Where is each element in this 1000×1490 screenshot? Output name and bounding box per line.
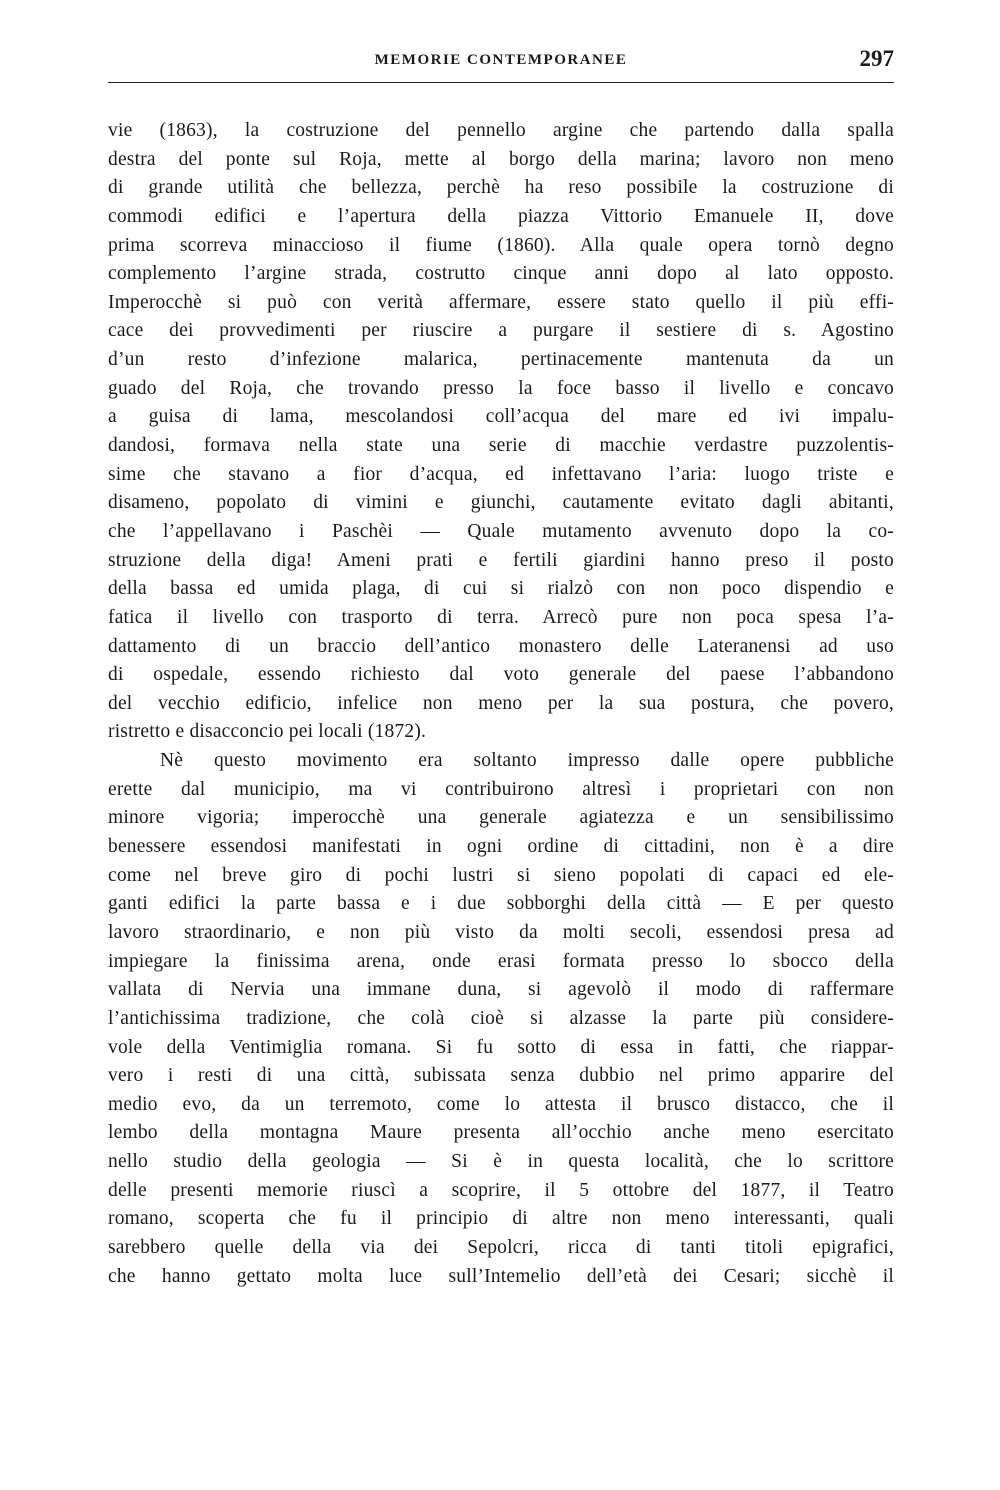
text-line: dandosi, formava nella state una serie di macchie verdastre puzzolentis- (108, 435, 894, 457)
book-page (108, 42, 894, 1291)
text-line: ganti edifici la parte bassa e i due sobborghi della città — E per questo (108, 893, 894, 915)
text-line: nello studio della geologia — Si è in questa località, che lo scrittore (108, 1151, 894, 1173)
running-head (108, 42, 894, 83)
text-line: minore vigoria; imperocchè una generale agiatezza e un sensibilissimo (108, 807, 894, 829)
text-line: Imperocchè si può con verità affermare, essere stato quello il più effi- (108, 291, 894, 313)
text-line: che hanno gettato molta luce sull’Intemelio dell’età dei Cesari; sicchè il (108, 1265, 894, 1287)
text-line: sarebbero quelle della via dei Sepolcri, ricca di tanti titoli epigrafici, (108, 1236, 894, 1258)
text-line: prima scorreva minaccioso il fiume (1860). Alla quale opera tornò degno (108, 234, 894, 256)
text-line: che l’appellavano i Paschèi — Quale mutamento avvenuto dopo la co- (108, 520, 894, 542)
text-line: a guisa di lama, mescolandosi coll’acqua del mare ed ivi impalu- (108, 406, 894, 428)
text-line: complemento l’argine strada, costrutto cinque anni dopo al lato opposto. (108, 263, 894, 285)
text-line: come nel breve giro di pochi lustri si sieno popolati di capaci ed ele- (108, 864, 894, 886)
text-line: erette dal municipio, ma vi contribuirono altresì i proprietari con non (108, 778, 894, 800)
text-line: destra del ponte sul Roja, mette al borgo della marina; lavoro non meno (108, 148, 894, 170)
text-line: Nè questo movimento era soltanto impresso dalle opere pubbliche (160, 750, 894, 772)
text-line: del vecchio edificio, infelice non meno per la sua postura, che povero, (108, 692, 894, 714)
text-line: l’antichissima tradizione, che colà cioè si alzasse la parte più considere- (108, 1007, 894, 1029)
text-line: benessere essendosi manifestati in ogni ordine di cittadini, non è a dire (108, 836, 894, 858)
running-title: MEMORIE CONTEMPORANEE (374, 52, 628, 68)
text-line: d’un resto d’infezione malarica, pertinacemente mantenuta da un (108, 349, 894, 371)
text-line: della bassa ed umida plaga, di cui si rialzò con non poco dispendio e (108, 578, 894, 600)
text-line: fatica il livello con trasporto di terra. Arrecò pure non poca spesa l’a- (108, 606, 894, 628)
text-line: di grande utilità che bellezza, perchè ha reso possibile la costruzione di (108, 177, 894, 199)
text-line: vero i resti di una città, subissata senza dubbio nel primo apparire del (108, 1065, 894, 1087)
text-line: medio evo, da un terremoto, come lo attesta il brusco distacco, che il (108, 1093, 894, 1115)
text-line: struzione della diga! Ameni prati e fertili giardini hanno preso il posto (108, 549, 894, 571)
text-line: impiegare la finissima arena, onde erasi formata presso lo sbocco della (108, 950, 894, 972)
page-number: 297 (859, 46, 894, 71)
text-line: vie (1863), la costruzione del pennello argine che partendo dalla spalla (108, 120, 894, 141)
text-line: commodi edifici e l’apertura della piazza Vittorio Emanuele II, dove (108, 205, 894, 227)
text-line: guado del Roja, che trovando presso la foce basso il livello e concavo (108, 377, 894, 399)
text-line: sime che stavano a fior d’acqua, ed infettavano l’aria: luogo triste e (108, 463, 894, 485)
text-line: lavoro straordinario, e non più visto da molti secoli, essendosi presa ad (108, 921, 894, 943)
text-line: lembo della montagna Maure presenta all’occhio anche meno esercitato (108, 1122, 894, 1144)
text-line: vole della Ventimiglia romana. Si fu sotto di essa in fatti, che riappar- (108, 1036, 894, 1058)
text-line: romano, scoperta che fu il principio di altre non meno interessanti, quali (108, 1208, 894, 1230)
text-line: ristretto e disacconcio pei locali (1872). (108, 721, 427, 743)
text-line: cace dei provvedimenti per riuscire a purgare il sestiere di s. Agostino (108, 320, 894, 342)
body-text (108, 117, 894, 1291)
text-line: disameno, popolato di vimini e giunchi, cautamente evitato dagli abitanti, (108, 492, 894, 514)
text-line: dattamento di un braccio dell’antico monastero delle Lateranensi ad uso (108, 635, 894, 657)
text-line: delle presenti memorie riuscì a scoprire, il 5 ottobre del 1877, il Teatro (108, 1179, 894, 1201)
text-line: di ospedale, essendo richiesto dal voto generale del paese l’abbandono (108, 664, 894, 686)
text-line: vallata di Nervia una immane duna, si agevolò il modo di raffermare (108, 979, 894, 1001)
